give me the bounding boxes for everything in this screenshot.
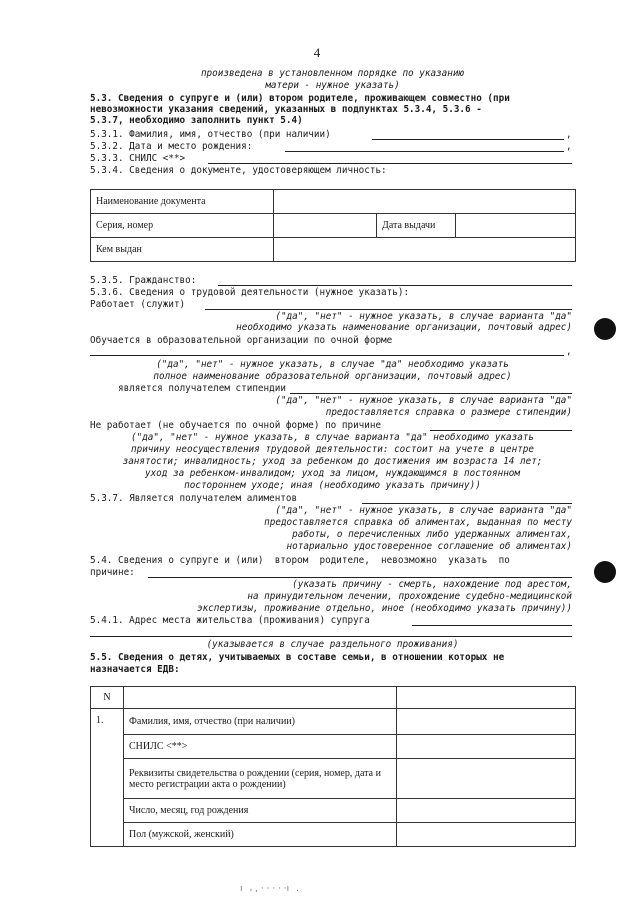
section-5-4-line-1: 5.4. Сведения о супруге и (или) втором родителе, невозможно указать по: [90, 555, 510, 566]
section-5-3-heading-2: невозможности указания сведений, указанных в подпунктах 5.3.4, 5.3.6 -: [90, 104, 482, 115]
section-5-4-hint-3: экспертизы, проживание отдельно, иное (необходимо указать причину)): [196, 603, 572, 614]
not-working-label: Не работает (не обучается по очной форме) по причине: [90, 420, 382, 431]
child-birth-cert-label: Реквизиты свидетельства о рождении (серия, номер, дата и место регистрации акта о рождении): [124, 759, 397, 799]
binder-hole-bottom: [594, 561, 616, 583]
studies-hint-1: ("да", "нет" - нужное указать, в случае "да" необходимо указать: [156, 359, 509, 370]
field-5-3-2-line[interactable]: [285, 151, 564, 152]
not-working-hint-3: занятости; инвалидность; уход за ребенком до достижения им возраста 14 лет;: [122, 456, 543, 467]
child-fio-cell[interactable]: [397, 709, 576, 735]
section-5-5-heading-1: 5.5. Сведения о детях, учитываемых в составе семьи, в отношении которых не: [90, 652, 505, 663]
field-5-3-1-comma: ,: [566, 129, 572, 140]
studies-hint-2: полное наименование образовательной организации, почтовый адрес): [153, 371, 512, 382]
issue-date-label: Дата выдачи: [377, 214, 456, 238]
child-sex-label: Пол (мужской, женский): [124, 823, 397, 847]
field-5-3-6-title: 5.3.6. Сведения о трудовой деятельности (нужное указать):: [90, 287, 410, 298]
studies-label: Обучается в образовательной организации по очной форме: [90, 335, 393, 346]
section-5-4-hint-2: на принудительном лечении, прохождение судебно-медицинской: [247, 591, 572, 602]
field-5-3-4-label: 5.3.4. Сведения о документе, удостоверяющем личность:: [90, 165, 387, 176]
field-5-3-7-label: 5.3.7. Является получателем алиментов: [90, 493, 298, 504]
stipend-line[interactable]: [290, 393, 572, 394]
issued-by-label: Кем выдан: [91, 238, 274, 262]
field-5-4-1-line-2[interactable]: [90, 636, 572, 637]
child-dob-cell[interactable]: [397, 799, 576, 823]
field-5-3-1-label: 5.3.1. Фамилия, имя, отчество (при наличии): [90, 129, 331, 140]
studies-line[interactable]: [90, 355, 564, 356]
alimony-hint-2: предоставляется справка об алиментах, выданная по месту: [264, 517, 572, 528]
children-col-n: N: [91, 687, 124, 709]
not-working-hint-5: постороннем уходе; иная (необходимо указать причину)): [184, 480, 481, 491]
stipend-hint-2: предоставляется справка о размере стипендии): [325, 407, 572, 418]
not-working-hint-1: ("да", "нет" - нужное указать, в случае варианта "да" необходимо указать: [131, 432, 534, 443]
works-hint-2: необходимо указать наименование организации, почтовый адрес): [236, 322, 572, 333]
page-number: 4: [313, 45, 321, 60]
issued-by-cell[interactable]: [274, 238, 576, 262]
children-table: [90, 686, 576, 847]
alimony-hint-3: работы, о перечисленных либо удержанных алиментах,: [292, 529, 572, 540]
series-number-label: Серия, номер: [91, 214, 274, 238]
field-5-3-7-line[interactable]: [362, 503, 572, 504]
intro-line-1: произведена в установленном порядке по указанию: [200, 68, 465, 79]
works-line[interactable]: [205, 309, 572, 310]
child-snils-label: СНИЛС <**>: [124, 735, 397, 759]
alimony-hint-1: ("да", "нет" - нужное указать, в случае варианта "да": [275, 505, 572, 516]
field-5-3-2-comma: ,: [566, 141, 572, 152]
not-working-hint-4: уход за ребенком-инвалидом; уход за лицом, нуждающимся в постоянном: [144, 468, 520, 479]
field-5-4-1-label: 5.4.1. Адрес места жительства (проживания) супруга: [90, 615, 370, 626]
intro-line-2: матери - нужное указать): [265, 80, 400, 91]
field-5-3-5-label: 5.3.5. Гражданство:: [90, 275, 197, 286]
field-5-4-1-hint: (указывается в случае раздельного проживания): [206, 639, 459, 650]
not-working-line[interactable]: [430, 430, 572, 431]
section-5-3-heading-3: 5.3.7, необходимо заполнить пункт 5.4): [90, 115, 303, 126]
child-snils-cell[interactable]: [397, 735, 576, 759]
stipend-label: является получателем стипендии: [118, 383, 286, 394]
children-header-blank-2: [397, 687, 576, 709]
section-5-4-line[interactable]: [148, 577, 572, 578]
field-5-3-5-line[interactable]: [218, 285, 572, 286]
doc-name-cell[interactable]: [274, 190, 576, 214]
section-5-5-heading-2: назначается ЕДВ:: [90, 664, 180, 675]
identity-document-table: [90, 189, 576, 262]
section-5-4-line-2: причине:: [90, 567, 135, 578]
section-5-3-heading-1: 5.3. Сведения о супруге и (или) втором родителе, проживающем совместно (при: [90, 93, 510, 104]
child-dob-label: Число, месяц, год рождения: [124, 799, 397, 823]
binder-hole-top: [594, 318, 616, 340]
field-5-3-1-line[interactable]: [372, 139, 564, 140]
child-sex-cell[interactable]: [397, 823, 576, 847]
child-row-number: 1.: [91, 709, 124, 847]
series-number-cell[interactable]: [274, 214, 377, 238]
alimony-hint-4: нотариально удостоверенное соглашение об алиментах): [286, 541, 572, 552]
child-fio-label: Фамилия, имя, отчество (при наличии): [124, 709, 397, 735]
field-5-3-3-line[interactable]: [208, 163, 572, 164]
not-working-hint-2: причину неосуществления трудовой деятельности: состоит на учете в центре: [131, 444, 534, 455]
stipend-hint-1: ("да", "нет" - нужное указать, в случае варианта "да": [275, 395, 572, 406]
works-hint-1: ("да", "нет" - нужное указать, в случае варианта "да": [275, 311, 572, 322]
scan-marks: ı ، , · · · · ·ı .: [240, 884, 301, 894]
section-5-4-hint-1: (указать причину - смерть, нахождение под арестом,: [292, 579, 572, 590]
issue-date-cell[interactable]: [456, 214, 576, 238]
child-birth-cert-cell[interactable]: [397, 759, 576, 799]
field-5-3-2-label: 5.3.2. Дата и место рождения:: [90, 141, 253, 152]
doc-name-label: Наименование документа: [91, 190, 274, 214]
children-header-blank-1: [124, 687, 397, 709]
works-label: Работает (служит): [90, 299, 186, 310]
studies-comma: ,: [566, 346, 572, 357]
field-5-3-3-label: 5.3.3. СНИЛС <**>: [90, 153, 186, 164]
field-5-4-1-line-1[interactable]: [412, 625, 572, 626]
